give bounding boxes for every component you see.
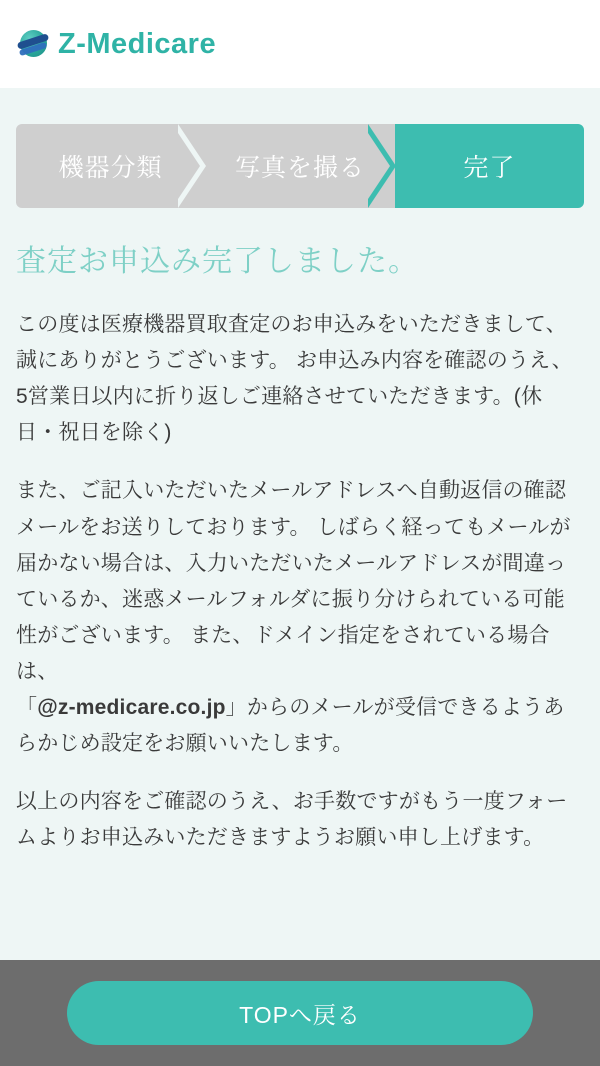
sphere-logo-icon — [16, 27, 50, 61]
top-page-button[interactable]: TOPへ戻る — [67, 981, 533, 1045]
domain-notice-prefix: 「 — [16, 696, 38, 720]
logo[interactable] — [16, 27, 216, 61]
main-content — [0, 88, 600, 1066]
step-item-3[interactable] — [395, 124, 584, 208]
page-title: 査定お申込み完了しました。 — [16, 245, 419, 278]
footer-bar — [0, 960, 600, 1066]
paragraph-1: この度は医療機器買取査定のお申込みをいただきまして、誠にありがとうございます。 お申込み内容を確認のうえ、5営業日以内に折り返しご連絡させていただきます。(休日・祝日を除く) — [16, 313, 573, 445]
chevron-right-icon-2 — [368, 124, 396, 208]
step-item-2[interactable] — [205, 124, 394, 208]
paragraph-2 — [16, 473, 584, 762]
step-label-2: 写真を撮る — [234, 154, 365, 182]
site-header — [0, 0, 600, 88]
step-label-1: 機器分類 — [58, 154, 163, 182]
step-indicator — [16, 124, 584, 208]
domain-notice-suffix: 」からのメールが受信できるようあらかじめ設定をお願いいたします。 — [16, 696, 565, 756]
body-copy — [16, 307, 584, 857]
domain-notice-domain: @z-medicare.co.jp — [37, 696, 226, 720]
logo-text: Z-Medicare — [58, 27, 217, 60]
step-label-3: 完了 — [463, 154, 516, 182]
paragraph-2-text: また、ご記入いただいたメールアドレスへ自動返信の確認メールをお送りしております。 しばらく経ってもメールが届かない場合は、入力いただいたメールアドレスが間違っているか、迷惑メールフォルダに振り分けられている可能性がございます。 また、ドメイン指定をされている場合は、 — [16, 479, 571, 683]
chevron-right-icon — [178, 124, 206, 208]
paragraph-3: 以上の内容をご確認のうえ、お手数ですがもう一度フォームよりお申込みいただきますようお願い申し上げます。 — [16, 790, 568, 850]
step-item-1[interactable] — [16, 124, 205, 208]
